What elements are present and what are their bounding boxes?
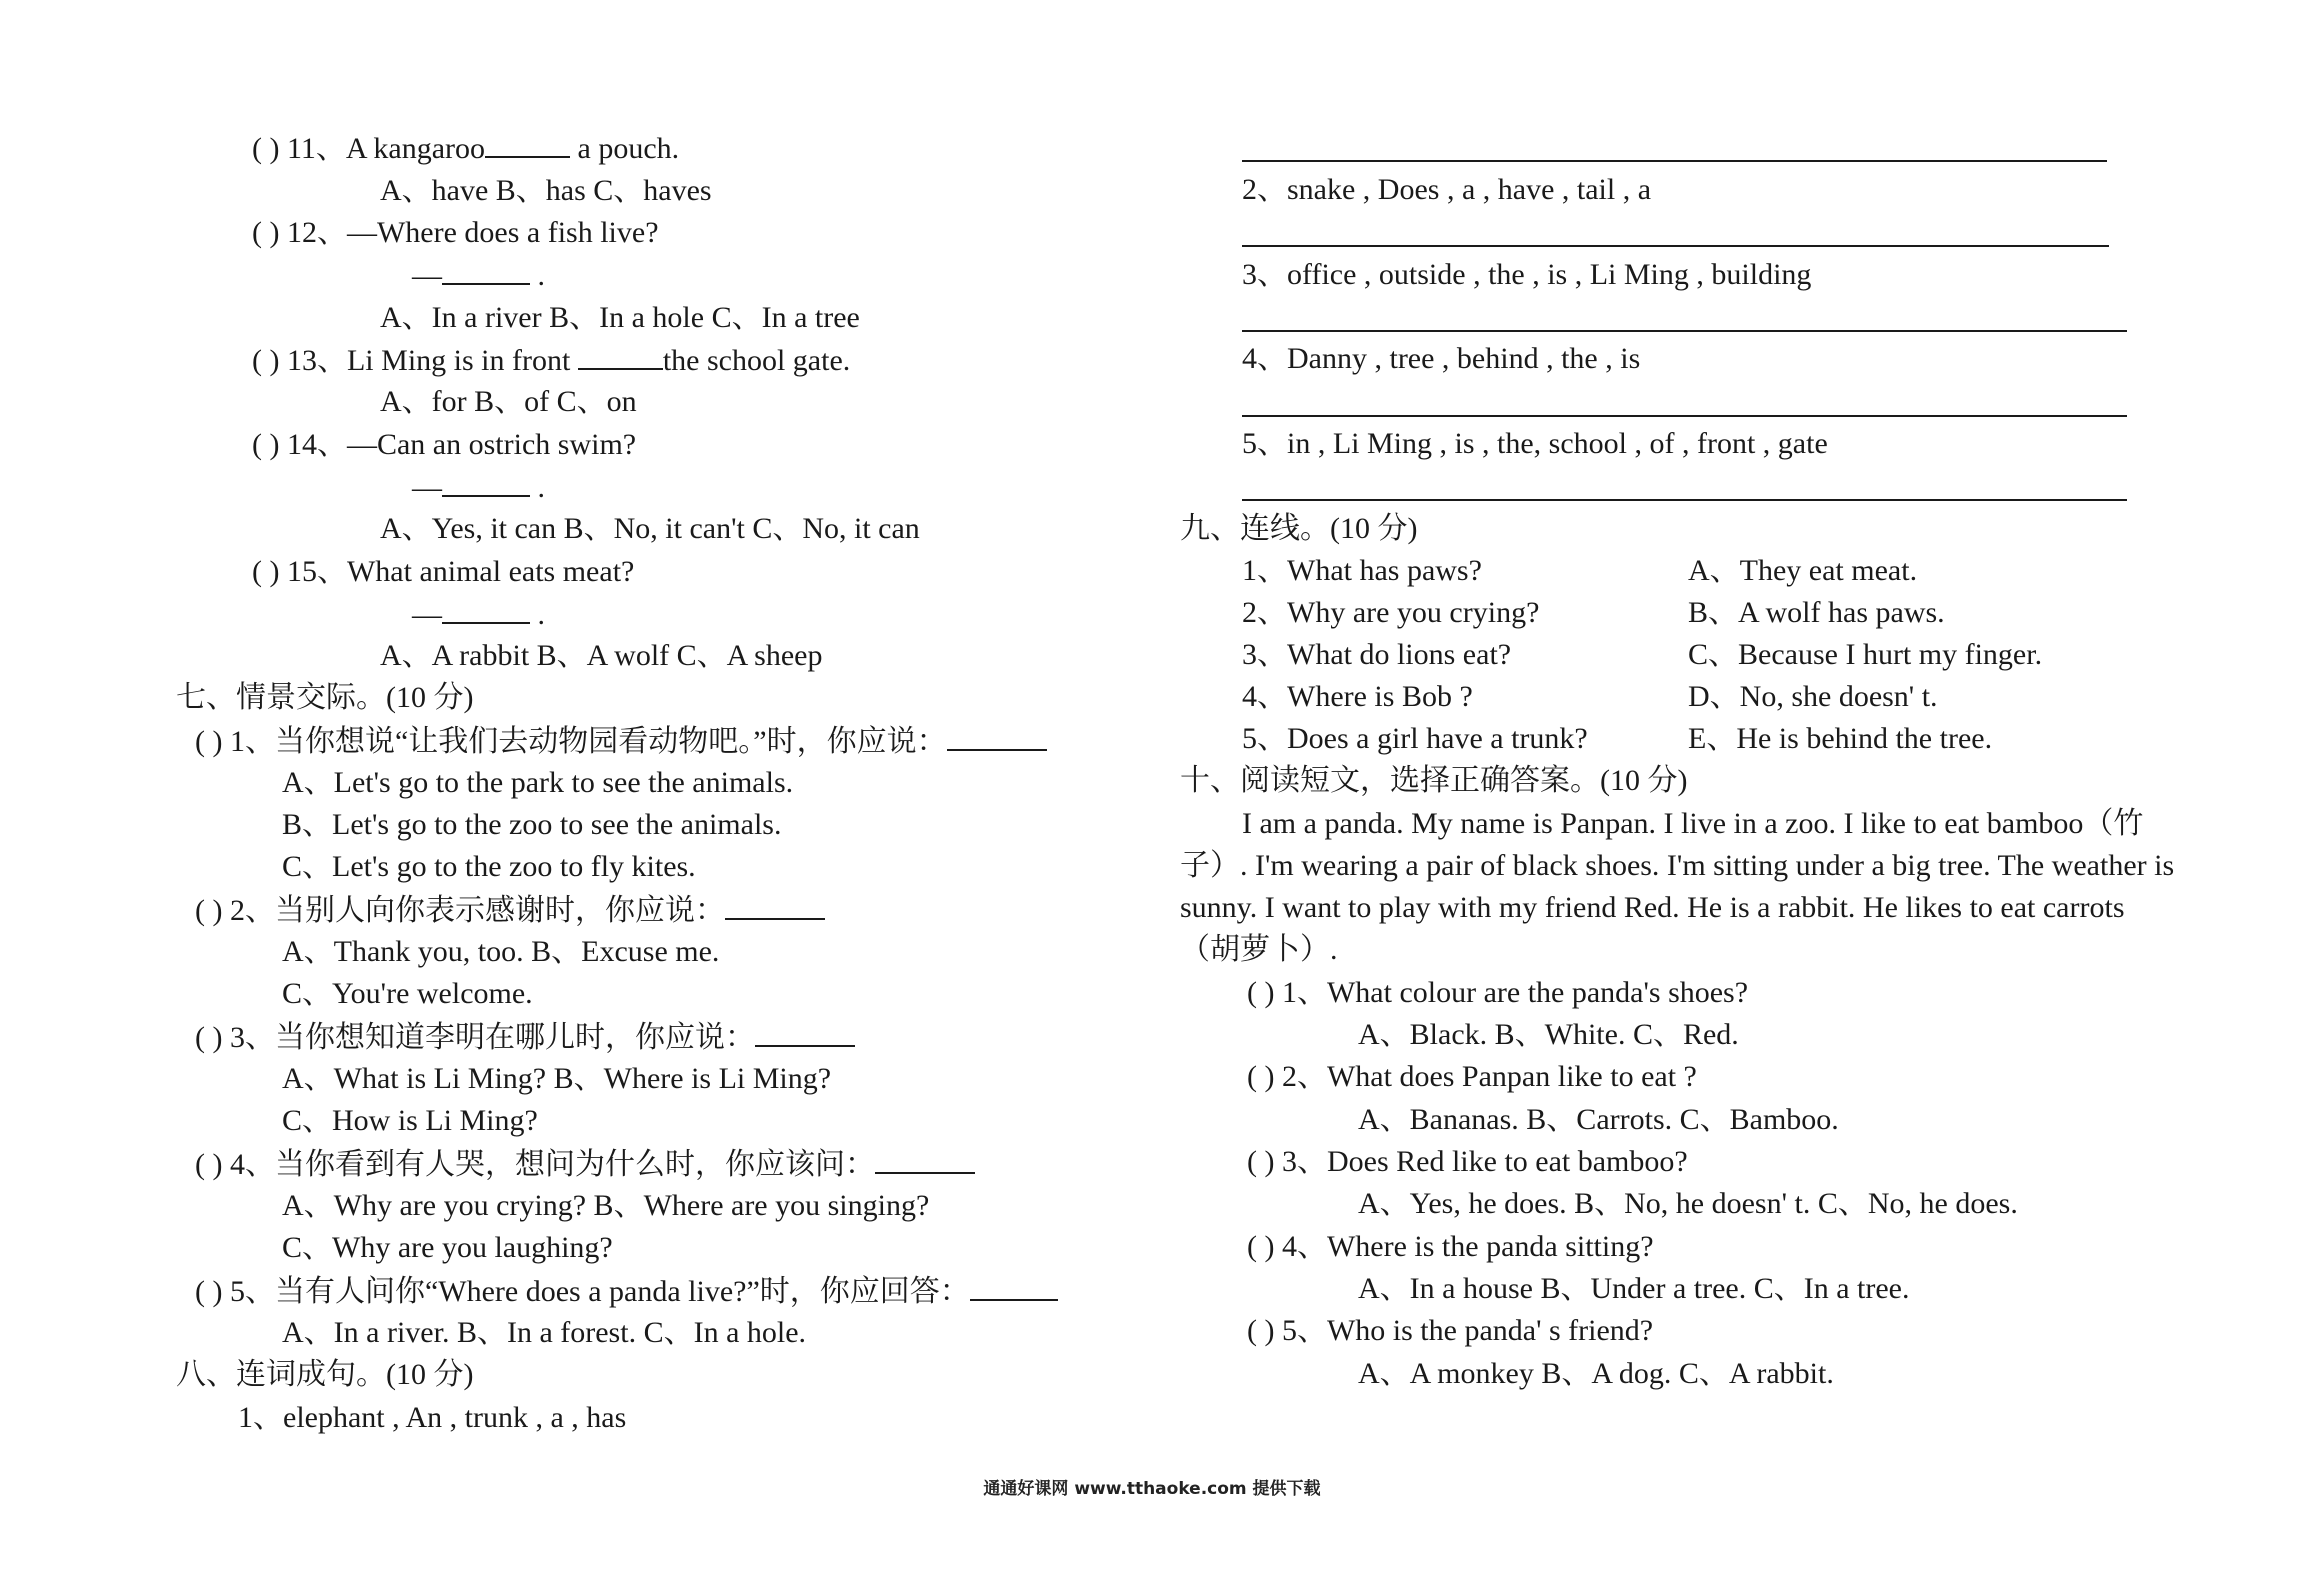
s7-q4-text: ( ) 4、当你看到有人哭，想问为什么时，你应该问：	[195, 1148, 875, 1181]
s7-q5-text: ( ) 5、当有人问你“Where does a panda live?”时，你应回答：	[195, 1275, 970, 1308]
q13-text: ( ) 13、Li Ming is in front	[252, 344, 578, 377]
s7-q1-text: ( ) 1、当你想说“让我们去动物园看动物吧。”时，你应说：	[195, 725, 947, 758]
answer-blank[interactable]	[442, 257, 530, 285]
q13-tail: the school gate.	[662, 344, 851, 377]
match-left-1[interactable]: 1、What has paws?	[1242, 554, 1482, 587]
q11-options: A、have B、has C、haves	[380, 174, 712, 207]
reading-q1-options: A、Black. B、White. C、Red.	[1358, 1018, 1739, 1051]
q12: ( ) 12、—Where does a fish live?	[252, 216, 659, 249]
dash: —	[412, 259, 442, 292]
answer-line-3[interactable]	[1242, 330, 2127, 332]
q13-options: A、for B、of C、on	[380, 385, 637, 418]
reading-q1: ( ) 1、What colour are the panda's shoes?	[1247, 976, 1749, 1009]
dash: —	[412, 598, 442, 631]
s7-q2-option-c: C、You're welcome.	[282, 977, 533, 1010]
s7-q2-text: ( ) 2、当别人向你表示感谢时，你应说：	[195, 894, 725, 927]
s7-q3-options-ab: A、What is Li Ming? B、Where is Li Ming?	[282, 1062, 832, 1095]
answer-line-1[interactable]	[1242, 160, 2107, 162]
q11-tail: a pouch.	[570, 132, 680, 165]
q15-answer-line	[412, 596, 545, 632]
reading-q3: ( ) 3、Does Red like to eat bamboo?	[1247, 1145, 1688, 1178]
s8-item-3: 3、office , outside , the , is , Li Ming , building	[1242, 258, 1812, 291]
passage-line-3: sunny. I want to play with my friend Red. He is a rabbit. He likes to eat carrots	[1180, 891, 2125, 924]
s7-q2	[195, 892, 825, 928]
section-7-heading: 七、情景交际。(10 分)	[176, 681, 474, 714]
period: .	[530, 598, 545, 631]
s8-item-1: 1、elephant , An , trunk , a , has	[238, 1401, 627, 1434]
match-left-2[interactable]: 2、Why are you crying?	[1242, 596, 1540, 629]
s8-item-5: 5、in , Li Ming , is , the, school , of , front , gate	[1242, 427, 1828, 460]
match-right-b[interactable]: B、A wolf has paws.	[1688, 596, 1945, 629]
s7-q5	[195, 1273, 1058, 1309]
s7-q1-option-a: A、Let's go to the park to see the animals.	[282, 766, 794, 799]
dash: —	[412, 471, 442, 504]
q14-answer-line	[412, 469, 545, 505]
answer-blank[interactable]	[578, 342, 663, 370]
answer-blank[interactable]	[755, 1019, 855, 1047]
passage-line-1: I am a panda. My name is Panpan. I live in a zoo. I like to eat bamboo（竹	[1242, 807, 2144, 840]
answer-blank[interactable]	[485, 130, 570, 158]
s7-q1-option-c: C、Let's go to the zoo to fly kites.	[282, 850, 696, 883]
s8-item-2: 2、snake , Does , a , have , tail , a	[1242, 173, 1652, 206]
q13	[252, 342, 850, 378]
reading-q5: ( ) 5、Who is the panda' s friend?	[1247, 1314, 1654, 1347]
q15-options: A、A rabbit B、A wolf C、A sheep	[380, 639, 823, 672]
period: .	[530, 259, 545, 292]
q11	[252, 130, 679, 166]
s7-q3-option-c: C、How is Li Ming?	[282, 1104, 538, 1137]
s7-q5-options: A、In a river. B、In a forest. C、In a hole.	[282, 1316, 807, 1349]
match-right-e[interactable]: E、He is behind the tree.	[1688, 722, 1993, 755]
match-right-a[interactable]: A、They eat meat.	[1688, 554, 1918, 587]
s7-q4-option-c: C、Why are you laughing?	[282, 1231, 613, 1264]
reading-q4-options: A、In a house B、Under a tree. C、In a tree.	[1358, 1272, 1910, 1305]
s7-q2-options-ab: A、Thank you, too. B、Excuse me.	[282, 935, 720, 968]
match-right-d[interactable]: D、No, she doesn' t.	[1688, 680, 1938, 713]
q14-options: A、Yes, it can B、No, it can't C、No, it can	[380, 512, 920, 545]
answer-line-5[interactable]	[1242, 499, 2127, 501]
answer-blank[interactable]	[442, 596, 530, 624]
s7-q1-option-b: B、Let's go to the zoo to see the animals.	[282, 808, 782, 841]
s7-q4	[195, 1146, 975, 1182]
passage-line-4: （胡萝卜）.	[1180, 933, 1338, 966]
q11-text: ( ) 11、A kangaroo	[252, 132, 485, 165]
reading-q4: ( ) 4、Where is the panda sitting?	[1247, 1230, 1654, 1263]
s7-q3-text: ( ) 3、当你想知道李明在哪儿时，你应说：	[195, 1021, 755, 1054]
q12-options: A、In a river B、In a hole C、In a tree	[380, 301, 860, 334]
section-10-heading: 十、阅读短文，选择正确答案。(10 分)	[1180, 764, 1688, 797]
footer-source: 通通好课网 www.tthaoke.com 提供下载	[983, 1479, 1321, 1499]
s7-q1	[195, 723, 1047, 759]
reading-q3-options: A、Yes, he does. B、No, he doesn' t. C、No, he does.	[1358, 1187, 2018, 1220]
match-left-3[interactable]: 3、What do lions eat?	[1242, 638, 1512, 671]
reading-q2-options: A、Bananas. B、Carrots. C、Bamboo.	[1358, 1103, 1839, 1136]
reading-q5-options: A、A monkey B、A dog. C、A rabbit.	[1358, 1357, 1834, 1390]
match-right-c[interactable]: C、Because I hurt my finger.	[1688, 638, 2043, 671]
q12-answer-line	[412, 257, 545, 293]
section-9-heading: 九、连线。(10 分)	[1180, 512, 1418, 545]
reading-q2: ( ) 2、What does Panpan like to eat ?	[1247, 1060, 1697, 1093]
answer-blank[interactable]	[947, 723, 1047, 751]
match-left-5[interactable]: 5、Does a girl have a trunk?	[1242, 722, 1588, 755]
match-left-4[interactable]: 4、Where is Bob ?	[1242, 680, 1473, 713]
passage-line-2: 子）. I'm wearing a pair of black shoes. I'm sitting under a big tree. The weather is	[1180, 849, 2175, 882]
s7-q4-options-ab: A、Why are you crying? B、Where are you singing?	[282, 1189, 930, 1222]
q15: ( ) 15、What animal eats meat?	[252, 555, 635, 588]
q14: ( ) 14、—Can an ostrich swim?	[252, 428, 637, 461]
answer-line-2[interactable]	[1242, 245, 2109, 247]
answer-blank[interactable]	[875, 1146, 975, 1174]
answer-line-4[interactable]	[1242, 415, 2127, 417]
s8-item-4: 4、Danny , tree , behind , the , is	[1242, 342, 1641, 375]
answer-blank[interactable]	[970, 1273, 1058, 1301]
answer-blank[interactable]	[725, 892, 825, 920]
s7-q3	[195, 1019, 855, 1055]
answer-blank[interactable]	[442, 469, 530, 497]
section-8-heading: 八、连词成句。(10 分)	[176, 1358, 474, 1391]
period: .	[530, 471, 545, 504]
